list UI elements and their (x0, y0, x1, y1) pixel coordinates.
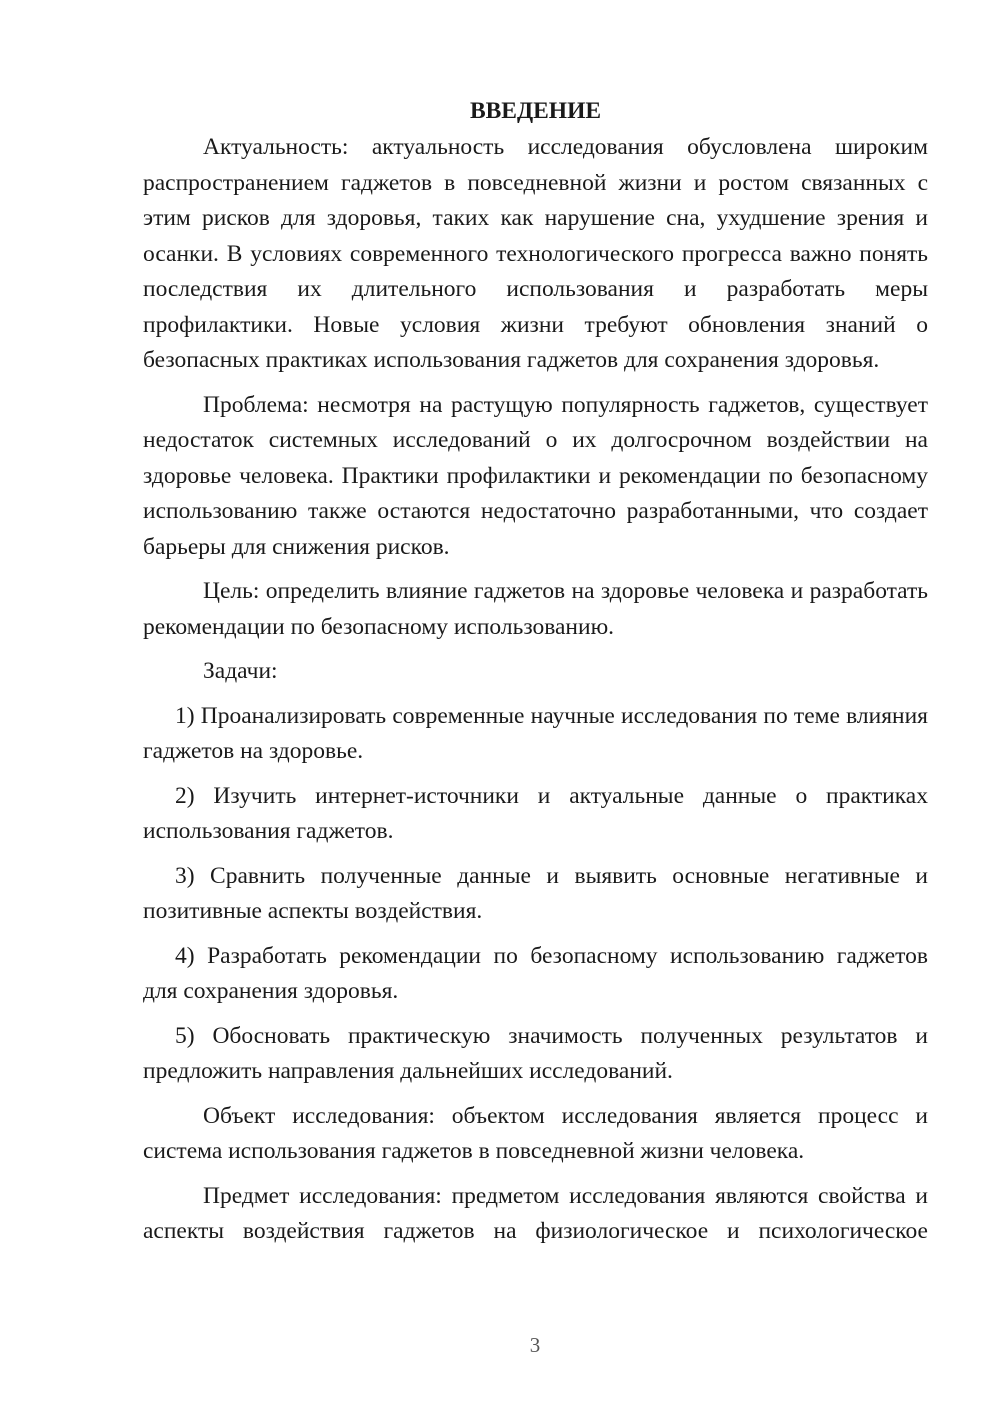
task-item-2: 2) Изучить интернет-источники и актуальные данные о практиках использования гаджетов. (143, 782, 928, 844)
task-item-3: 3) Сравнить полученные данные и выявить основные негативные и позитивные аспекты воздействия. (143, 862, 928, 924)
task-item-4: 4) Разработать рекомендации по безопасному использованию гаджетов для сохранения здоровья. (143, 942, 928, 1004)
page-number: 3 (529, 1333, 541, 1357)
task-item-5: 5) Обосновать практическую значимость полученных результатов и предложить направления дальнейших исследований. (143, 1022, 928, 1084)
page-title: ВВЕДЕНИЕ (469, 98, 602, 124)
paragraph-subject: Предмет исследования: предметом исследования являются свойства и аспекты воздействия гаджетов на физиологическое и психологическое (143, 1182, 928, 1244)
paragraph-problem: Проблема: несмотря на растущую популярность гаджетов, существует недостаток системных исследований о их долгосрочном воздействии на здоровье человека. Практики профилактики и рекомендации по безопасному использованию также остаются недостаточно разработанными, что создает барьеры для снижения рисков. (143, 391, 928, 560)
document-page (143, 96, 928, 1259)
paragraph-relevance: Актуальность: актуальность исследования обусловлена широким распространением гаджетов в повседневной жизни и ростом связанных с этим рисков для здоровья, таких как нарушение сна, ухудшение зрения и осанки. В условиях современного технологического прогресса важно понять последствия их длительного использования и разработать меры профилактики. Новые условия жизни требуют обновления знаний о безопасных практиках использования гаджетов для сохранения здоровья. (143, 134, 928, 373)
paragraph-goal: Цель: определить влияние гаджетов на здоровье человека и разработать рекомендации по безопасному использованию. (143, 578, 928, 640)
tasks-heading: Задачи: (203, 658, 278, 684)
task-item-1: 1) Проанализировать современные научные исследования по теме влияния гаджетов на здоровье. (143, 702, 928, 764)
paragraph-object: Объект исследования: объектом исследования является процесс и система использования гаджетов в повседневной жизни человека. (143, 1102, 928, 1164)
